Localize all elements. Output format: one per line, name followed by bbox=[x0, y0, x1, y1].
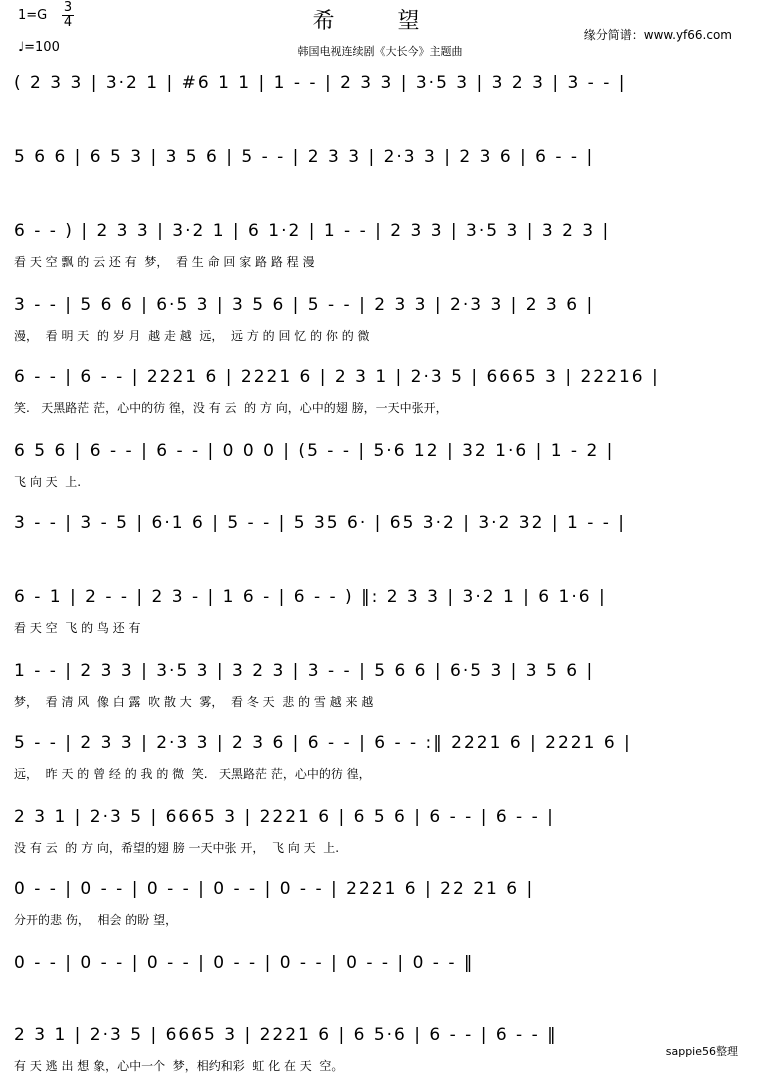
lyrics-line: 分开的悲 伤， 相会 的盼 望， bbox=[14, 913, 178, 927]
lyrics-line: 梦， 看 清 风 像 白 露 吹 散 大 雾， 看 冬 天 悲 的 雪 越 来 越 bbox=[14, 695, 374, 709]
notation-line: 2 3 1 | 2·3 5 | 6665 3 | 2221 6 | 6 5·6 | 6 - - | 6 - - ‖ bbox=[14, 1025, 558, 1045]
arranger-credit: sappie56整理 bbox=[665, 1045, 738, 1058]
notation-line: 2 3 1 | 2·3 5 | 6665 3 | 2221 6 | 6 5 6 | 6 - - | 6 - - | bbox=[14, 807, 555, 827]
lyrics-line: 没 有 云 的 方 向，希望的翅 膀 一天中张 开， 飞 向 天 上. bbox=[14, 841, 340, 855]
time-signature-bottom: 4 bbox=[63, 15, 73, 30]
source-credit: 缘分简谱：www.yf66.com bbox=[583, 28, 732, 42]
lyrics-line: 远， 昨 天 的 曾 经 的 我 的 微 笑. 天黑路茫 茫，心中的彷 徨， bbox=[14, 767, 371, 781]
notation-line: 3 - - | 5 6 6 | 6·5 3 | 3 5 6 | 5 - - | 2 3 3 | 2·3 3 | 2 3 6 | bbox=[14, 295, 595, 315]
song-title: 希 望 bbox=[312, 9, 448, 34]
notation-line: ( 2 3 3 | 3·2 1 | #6 1 1 | 1 - - | 2 3 3 | 3·5 3 | 3 2 3 | 3 - - | bbox=[14, 73, 627, 93]
notation-line: 5 6 6 | 6 5 3 | 3 5 6 | 5 - - | 2 3 3 | 2·3 3 | 2 3 6 | 6 - - | bbox=[14, 147, 595, 167]
tempo-marking: ♩=100 bbox=[18, 40, 60, 55]
time-signature-top: 3 bbox=[63, 0, 73, 15]
lyrics-line: 有 天 逃 出 想 象，心中一个 梦，相约和彩 虹 化 在 天 空。 bbox=[14, 1059, 344, 1073]
lyrics-line: 看 天 空 飞 的 鸟 还 有 bbox=[14, 621, 141, 635]
key-signature: 1=G bbox=[18, 8, 48, 23]
notation-line: 6 - 1 | 2 - - | 2 3 - | 1 6 - | 6 - - ) ‖: 2 3 3 | 3·2 1 | 6 1·6 | bbox=[14, 587, 607, 607]
lyrics-line: 看 天 空 飘 的 云 还 有 梦， 看 生 命 回 家 路 路 程 漫 bbox=[14, 255, 315, 269]
lyrics-line: 笑. 天黑路茫 茫，心中的彷 徨，没 有 云 的 方 向，心中的翅 膀，一天中张开， bbox=[14, 401, 448, 415]
notation-line: 5 - - | 2 3 3 | 2·3 3 | 2 3 6 | 6 - - | 6 - - :‖ 2221 6 | 2221 6 | bbox=[14, 733, 632, 753]
notation-line: 6 - - ) | 2 3 3 | 3·2 1 | 6 1·2 | 1 - - | 2 3 3 | 3·5 3 | 3 2 3 | bbox=[14, 221, 611, 241]
notation-line: 6 - - | 6 - - | 2221 6 | 2221 6 | 2 3 1 | 2·3 5 | 6665 3 | 22216 | bbox=[14, 367, 660, 387]
notation-line: 0 - - | 0 - - | 0 - - | 0 - - | 0 - - | 0 - - | 0 - - ‖ bbox=[14, 953, 475, 973]
notation-line: 3 - - | 3 - 5 | 6·1 6 | 5 - - | 5 35 6· | 65 3·2 | 3·2 32 | 1 - - | bbox=[14, 513, 627, 533]
song-subtitle: 韩国电视连续剧《大长今》主题曲 bbox=[297, 45, 463, 58]
notation-line: 1 - - | 2 3 3 | 3·5 3 | 3 2 3 | 3 - - | 5 6 6 | 6·5 3 | 3 5 6 | bbox=[14, 661, 595, 681]
notation-line: 6 5 6 | 6 - - | 6 - - | 0 0 0 | (5 - - | 5·6 12 | 32 1·6 | 1 - 2 | bbox=[14, 441, 615, 461]
time-signature bbox=[62, 2, 74, 29]
notation-line: 0 - - | 0 - - | 0 - - | 0 - - | 0 - - | 2221 6 | 22 21 6 | bbox=[14, 879, 535, 899]
lyrics-line: 漫， 看 明 天 的 岁 月 越 走 越 远， 远 方 的 回 忆 的 你 的 微 bbox=[14, 329, 370, 343]
lyrics-line: 飞 向 天 上. bbox=[14, 475, 82, 489]
